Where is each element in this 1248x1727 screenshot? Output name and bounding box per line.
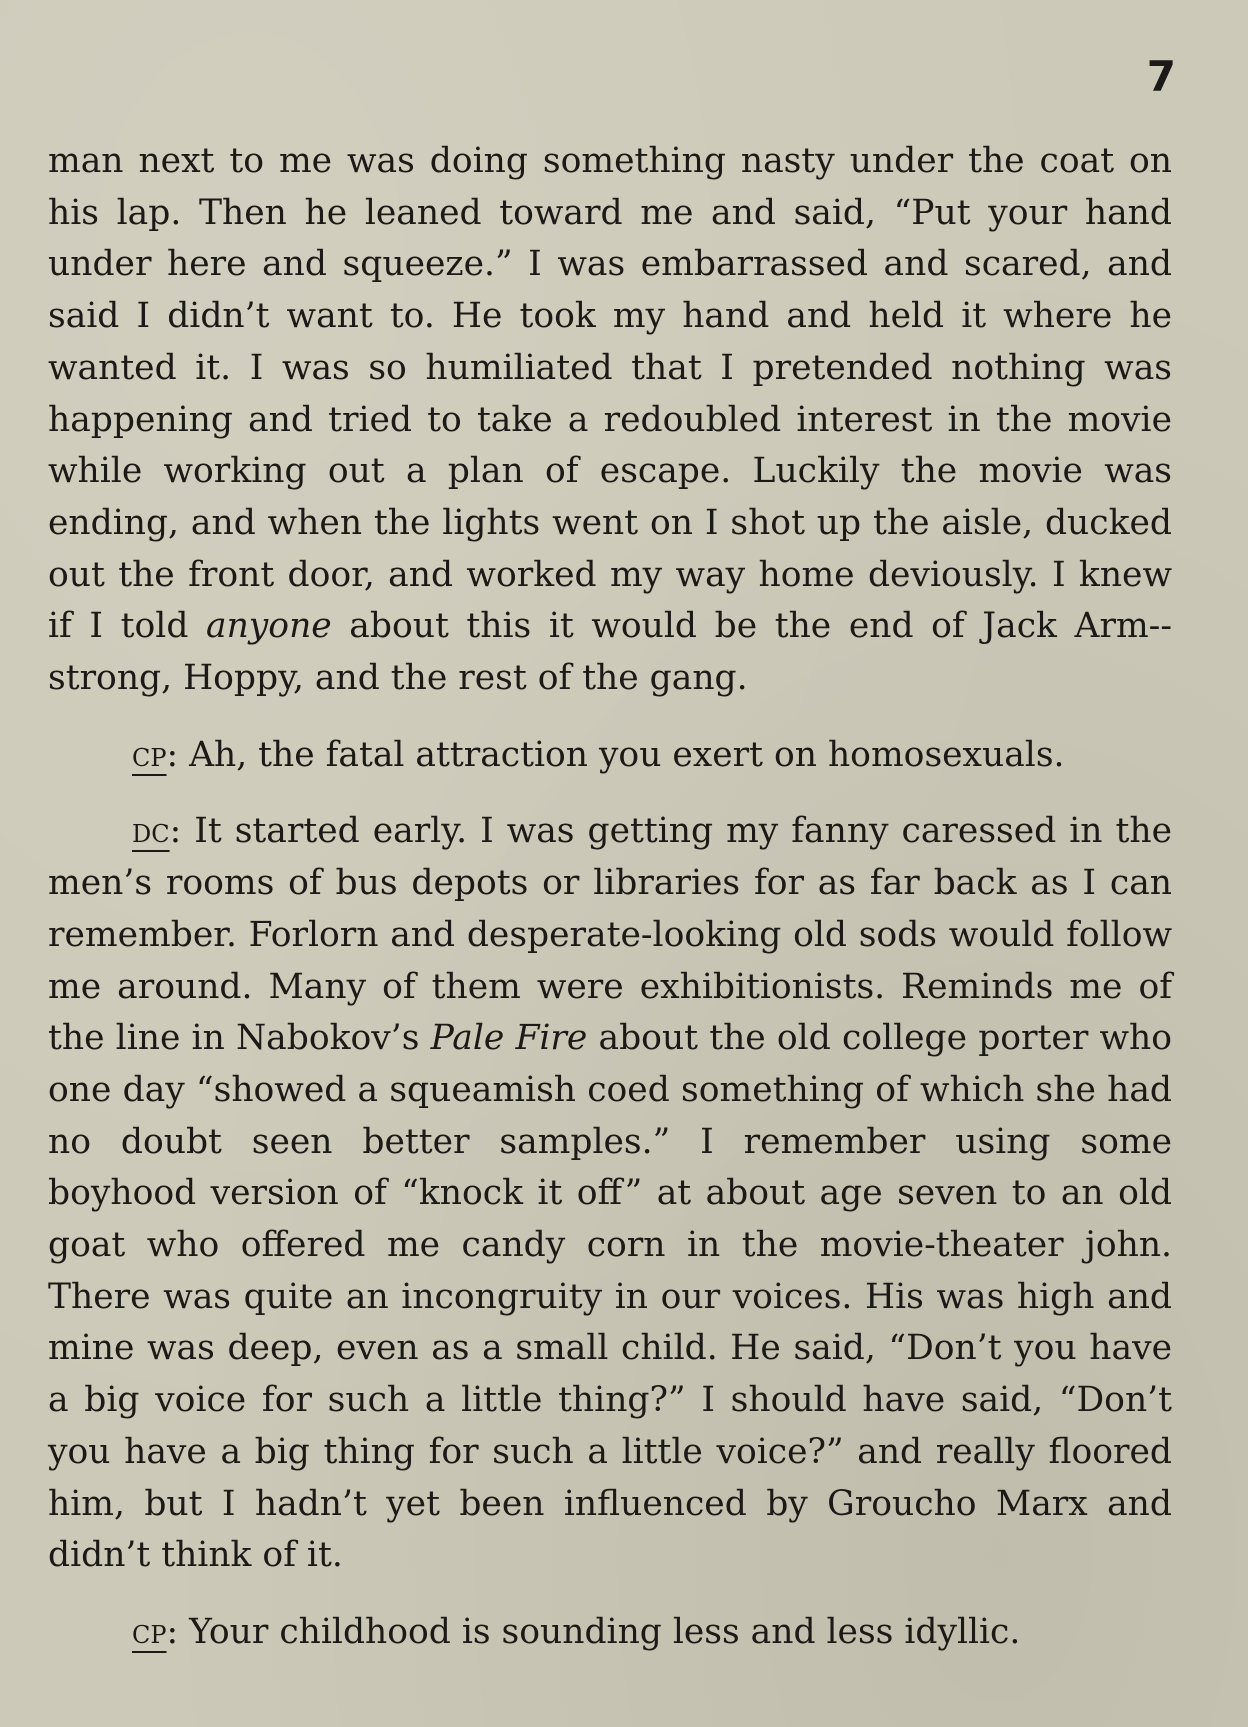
dialogue-paragraph-cp <box>48 730 1172 782</box>
text-segment: about this it would be the end of Jack Arm-strong, Hoppy, and the rest of the gang. <box>48 606 1172 699</box>
text-segment: man next to me was doing something nasty under the coat on his lap. Then he leaned toward me and said, “Put your hand under here and squeeze.” I was embarrassed and scared, and said I didn’t want to. He took my hand and held it where he wanted it. I was so humiliated that I pretended nothing was happening and tried to take a redoubled interest in the movie while working out a plan of escape. Luckily the movie was ending, and when the lights went on I shot up the aisle, ducked out the front door, and worked my way home deviously. I knew if I told <box>48 141 1172 647</box>
text-segment: about the old college porter who one day “showed a squeamish coed something of which she had no doubt seen better samples.” I remember using some boyhood version of “knock it off” at about age seven to an old goat who offered me candy corn in the movie-theater john. There was quite an incongruity in our voices. His was high and mine was deep, even as a small child. He said, “Don’t you have a big voice for such a little thing?” I should have said, “Don’t you have a big thing for such a little voice?” and really floored him, but I hadn’t yet been influenced by Groucho Marx and didn’t think of it. <box>48 1018 1173 1576</box>
text-segment: : Your childhood is sounding less and less idyllic. <box>166 1611 1021 1652</box>
text-segment: : It started early. I was getting my fanny caressed in the men’s rooms of bus depots or libraries for as far back as I can remember. Forlorn and desperate-looking old sods would follow me around. Many of them were exhibitionists. Reminds me of the line in Nabokov’s <box>48 811 1172 1059</box>
dialogue-paragraph-cp <box>48 1607 1172 1659</box>
page-number: 7 <box>1146 52 1176 101</box>
speaker-label: dc <box>132 811 170 852</box>
speaker-label: cp <box>132 1611 167 1652</box>
paragraph-continuation <box>48 136 1172 705</box>
italic-text-segment: anyone <box>206 606 332 647</box>
italic-text-segment: Pale Fire <box>430 1018 588 1059</box>
body-text <box>48 136 1172 1659</box>
dialogue-paragraph-dc <box>48 806 1172 1582</box>
speaker-label: cp <box>132 734 167 775</box>
text-segment: : Ah, the fatal attraction you exert on homosexuals. <box>166 734 1065 775</box>
